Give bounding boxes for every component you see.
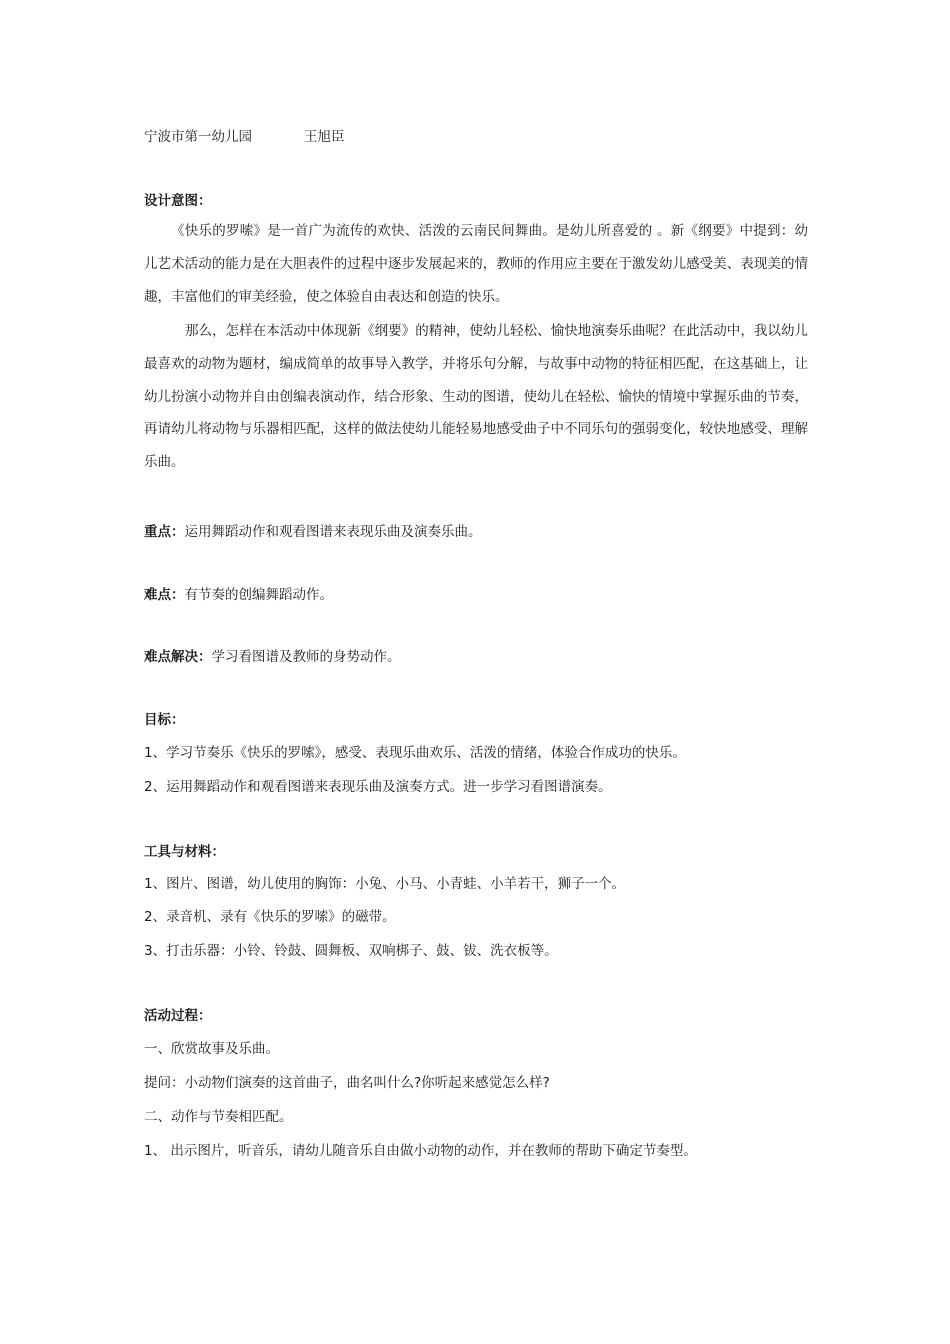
goal-item: 1、学习节奏乐《快乐的罗嗦》，感受、表现乐曲欢乐、活泼的情绪，体验合作成功的快乐。 [144, 745, 686, 761]
process-item: 提问：小动物们演奏的这首曲子，曲名叫什么?你听起来感觉怎么样? [144, 1075, 550, 1091]
school-name: 宁波市第一幼儿园 [144, 129, 252, 145]
goals-heading: 目标： [144, 712, 185, 728]
process-item: 一、欣赏故事及乐曲。 [144, 1041, 279, 1057]
key-point-text: 运用舞蹈动作和观看图谱来表现乐曲及演奏乐曲。 [184, 524, 482, 540]
difficulty [144, 585, 333, 605]
materials-heading: 工具与材料： [144, 844, 225, 860]
difficulty-text: 有节奏的创编舞蹈动作。 [184, 587, 333, 603]
material-item: 2、录音机、录有《快乐的罗嗦》的磁带。 [144, 909, 396, 925]
byline [144, 127, 345, 147]
process-heading: 活动过程： [144, 1008, 212, 1024]
key-point-label: 重点： [144, 524, 185, 540]
goal-item: 2、运用舞蹈动作和观看图谱来表现乐曲及演奏方式。进一步学习看图谱演奏。 [144, 779, 612, 795]
process-item: 二、动作与节奏相匹配。 [144, 1109, 293, 1125]
design-intent-paragraph-1: 《快乐的罗嗦》是一首广为流传的欢快、活泼的云南民间舞曲。是幼儿所喜爱的 。新《纲要》中提到：幼儿艺术活动的能力是在大胆表件的过程中逐步发展起来的，教师的作用应主要在于激发幼儿感受美、表现美的情趣，丰富他们的审美经验，使之体验自由表达和创造的快乐。 [144, 223, 808, 305]
material-item: 1、图片、图谱，幼儿使用的胸饰：小兔、小马、小青蛙、小羊若干，狮子一个。 [144, 876, 626, 892]
design-intent-heading: 设计意图： [144, 193, 212, 209]
solution-text: 学习看图谱及教师的身势动作。 [211, 649, 401, 665]
author-name: 王旭臣 [304, 129, 345, 145]
process-item: 1、 出示图片，听音乐，请幼儿随音乐自由做小动物的动作，并在教师的帮助下确定节奏型。 [144, 1143, 697, 1159]
solution-label: 难点解决： [144, 649, 212, 665]
material-item: 3、打击乐器：小铃、铃鼓、圆舞板、双响梆子、鼓、钹、洗衣板等。 [144, 943, 558, 959]
design-intent-paragraph-2: 那么，怎样在本活动中体现新《纲要》的精神，使幼儿轻松、愉快地演奏乐曲呢？在此活动中，我以幼儿最喜欢的动物为题材，编成简单的故事导入教学，并将乐句分解，与故事中动物的特征相匹配，在这基础上，让幼儿扮演小动物并自由创编表演动作，结合形象、生动的图谱，使幼儿在轻松、愉快的情境中掌握乐曲的节奏，再请幼儿将动物与乐器相匹配，这样的做法使幼儿能轻易地感受曲子中不同乐句的强弱变化，较快地感受、理解乐曲。 [144, 323, 808, 471]
solution [144, 647, 401, 667]
difficulty-label: 难点： [144, 587, 185, 603]
key-point [144, 522, 482, 542]
